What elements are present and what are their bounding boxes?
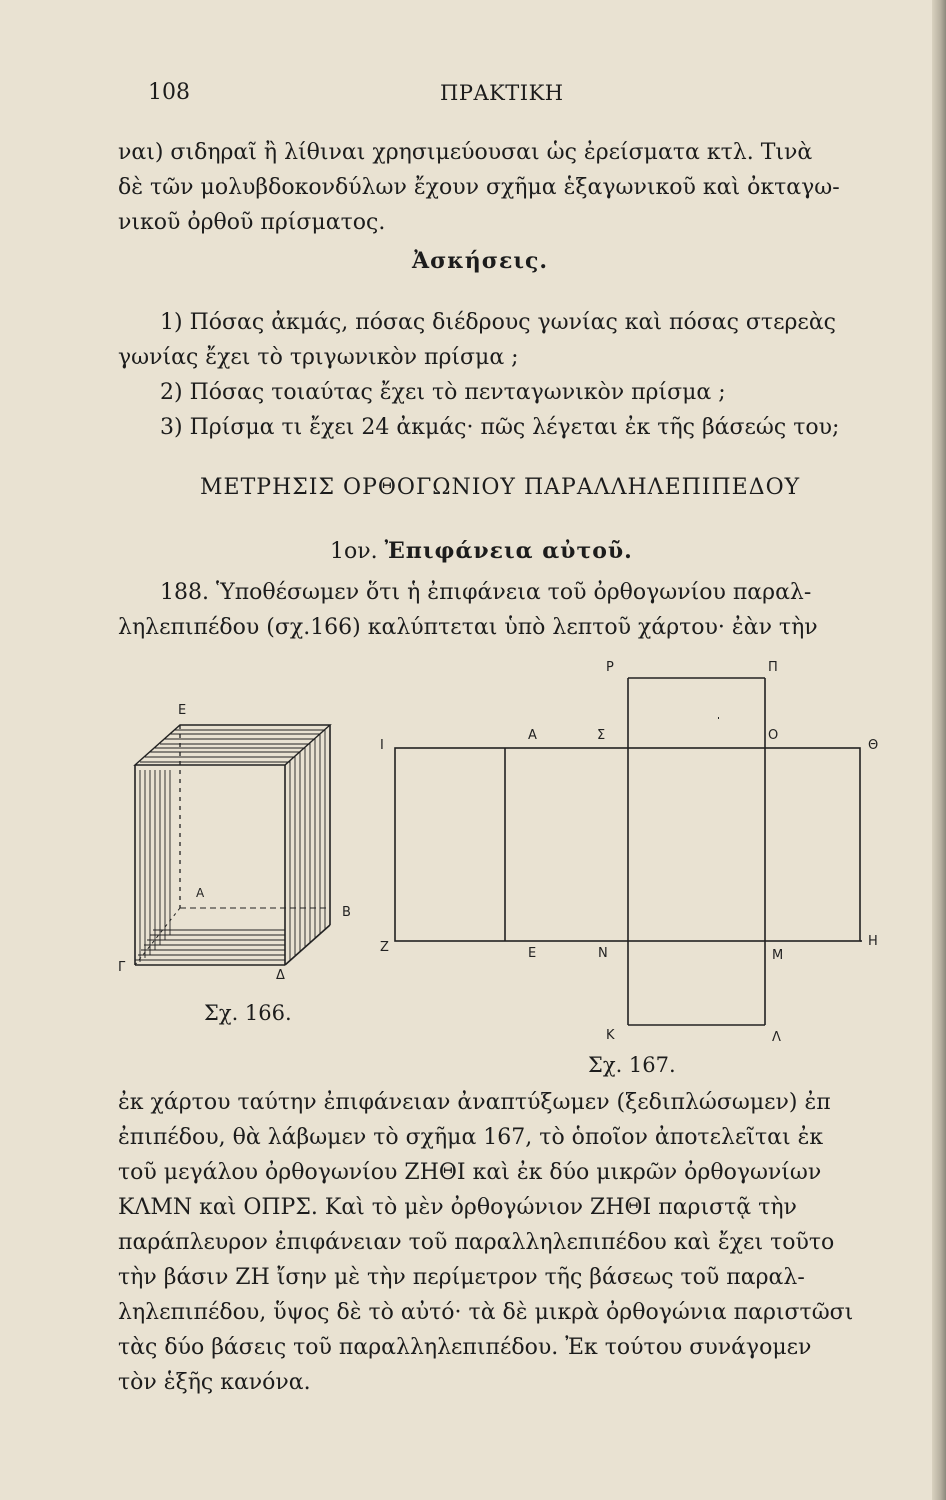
figure-167-label-i: Ι <box>380 738 384 753</box>
exercise-line: γωνίας ἔχει τὸ τριγωνικὸν πρίσμα ; <box>118 345 519 370</box>
figure-166-label-b: Β <box>342 905 351 920</box>
figure-167-label-s: Σ <box>597 728 606 743</box>
text-line: νικοῦ ὀρθοῦ πρίσματος. <box>118 210 386 235</box>
figure-166-box <box>135 725 330 965</box>
paragraph-line: τὴν βάσιν ΖΗ ἴσην μὲ τὴν περίμετρον τῆς βάσεως τοῦ παραλ- <box>118 1265 805 1290</box>
figure-166-label-d: Δ <box>276 968 285 983</box>
figure-167-label-k: Κ <box>606 1028 615 1043</box>
paragraph-line: τὰς δύο βάσεις τοῦ παραλληλεπιπέδου. Ἐκ τούτου συνάγομεν <box>118 1335 812 1360</box>
paragraph-line: ληλεπιπέδου, ὕψος δὲ τὸ αὐτό· τὰ δὲ μικρὰ ὀρθογώνια παριστῶσι <box>118 1300 854 1325</box>
paragraph-line: τοῦ μεγάλου ὀρθογωνίου ΖΗΘΙ καὶ ἐκ δύο μικρῶν ὀρθογωνίων <box>118 1160 822 1185</box>
figure-166-label-e: Ε <box>178 703 187 718</box>
paragraph-line: 188. Ὑποθέσωμεν ὅτι ἡ ἐπιφάνεια τοῦ ὀρθογωνίου παραλ- <box>160 580 812 605</box>
figure-167-label-pi: Π <box>768 660 778 675</box>
figure-167-label-m: Μ <box>772 948 784 963</box>
figure-167-label-h: Η <box>868 934 878 949</box>
figure-167-label-th: Θ <box>868 738 879 753</box>
subsection-title: Ἐπιφάνεια αὐτοῦ. <box>384 538 633 564</box>
page-number: 108 <box>148 80 190 105</box>
paragraph-line: ΚΛΜΝ καὶ ΟΠΡΣ. Καὶ τὸ μὲν ὀρθογώνιον ΖΗΘΙ παριστᾷ τὴν <box>118 1195 797 1220</box>
figure-167-label-e: Ε <box>528 946 537 961</box>
figure-167-net <box>395 678 862 1025</box>
figure-167-label-n: Ν <box>598 946 608 961</box>
figure-167-caption: Σχ. 167. <box>588 1053 676 1077</box>
exercises-heading: Ἀσκήσεις. <box>412 248 549 274</box>
paragraph-line: τὸν ἑξῆς κανόνα. <box>118 1370 311 1395</box>
paragraph-line: παράπλευρον ἐπιφάνειαν τοῦ παραλληλεπιπέδου καὶ ἔχει τοῦτο <box>118 1230 835 1255</box>
figure-167-label-l: Λ <box>772 1030 781 1045</box>
text-line: δὲ τῶν μολυβδοκονδύλων ἔχουν σχῆμα ἑξαγωνικοῦ καὶ ὀκταγω- <box>118 175 840 200</box>
figure-166-caption: Σχ. 166. <box>204 1001 292 1025</box>
text-line: ναι) σιδηραῖ ἢ λίθιναι χρησιμεύουσαι ὡς ἐρείσματα κτλ. Τινὰ <box>118 140 813 165</box>
subsection-number: 1ον. <box>330 539 378 564</box>
figure-166-label-g: Γ <box>118 960 126 975</box>
exercise-line: 2) Πόσας τοιαύτας ἔχει τὸ πενταγωνικὸν πρίσμα ; <box>160 380 726 405</box>
paragraph-line: ἐπιπέδου, θὰ λάβωμεν τὸ σχῆμα 167, τὸ ὁποῖον ἀποτελεῖται ἐκ <box>118 1125 824 1150</box>
figure-167-label-p: Ρ <box>606 660 614 675</box>
figure-167-label-z: Ζ <box>380 940 389 955</box>
figure-166-label-a: Α <box>196 886 205 900</box>
exercise-line: 3) Πρίσμα τι ἔχει 24 ἀκμάς· πῶς λέγεται ἐκ τῆς βάσεώς του; <box>160 415 840 440</box>
paragraph-line: ἐκ χάρτου ταύτην ἐπιφάνειαν ἀναπτύξωμεν (ξεδιπλώσωμεν) ἐπ <box>118 1090 831 1115</box>
paragraph-line: ληλεπιπέδου (σχ.166) καλύπτεται ὑπὸ λεπτοῦ χάρτου· ἐὰν τὴν <box>118 615 818 640</box>
figure-167-label-o: Ο <box>768 728 779 743</box>
exercise-line: 1) Πόσας ἀκμάς, πόσας διέδρους γωνίας καὶ πόσας στερεὰς <box>160 310 837 335</box>
running-head: ΠΡΑΚΤΙΚΗ <box>440 81 564 105</box>
figure-167-label-a: Α <box>528 728 537 743</box>
section-title: ΜΕΤΡΗΣΙΣ ΟΡΘΟΓΩΝΙΟΥ ΠΑΡΑΛΛΗΛΕΠΙΠΕΔΟΥ <box>200 475 801 500</box>
